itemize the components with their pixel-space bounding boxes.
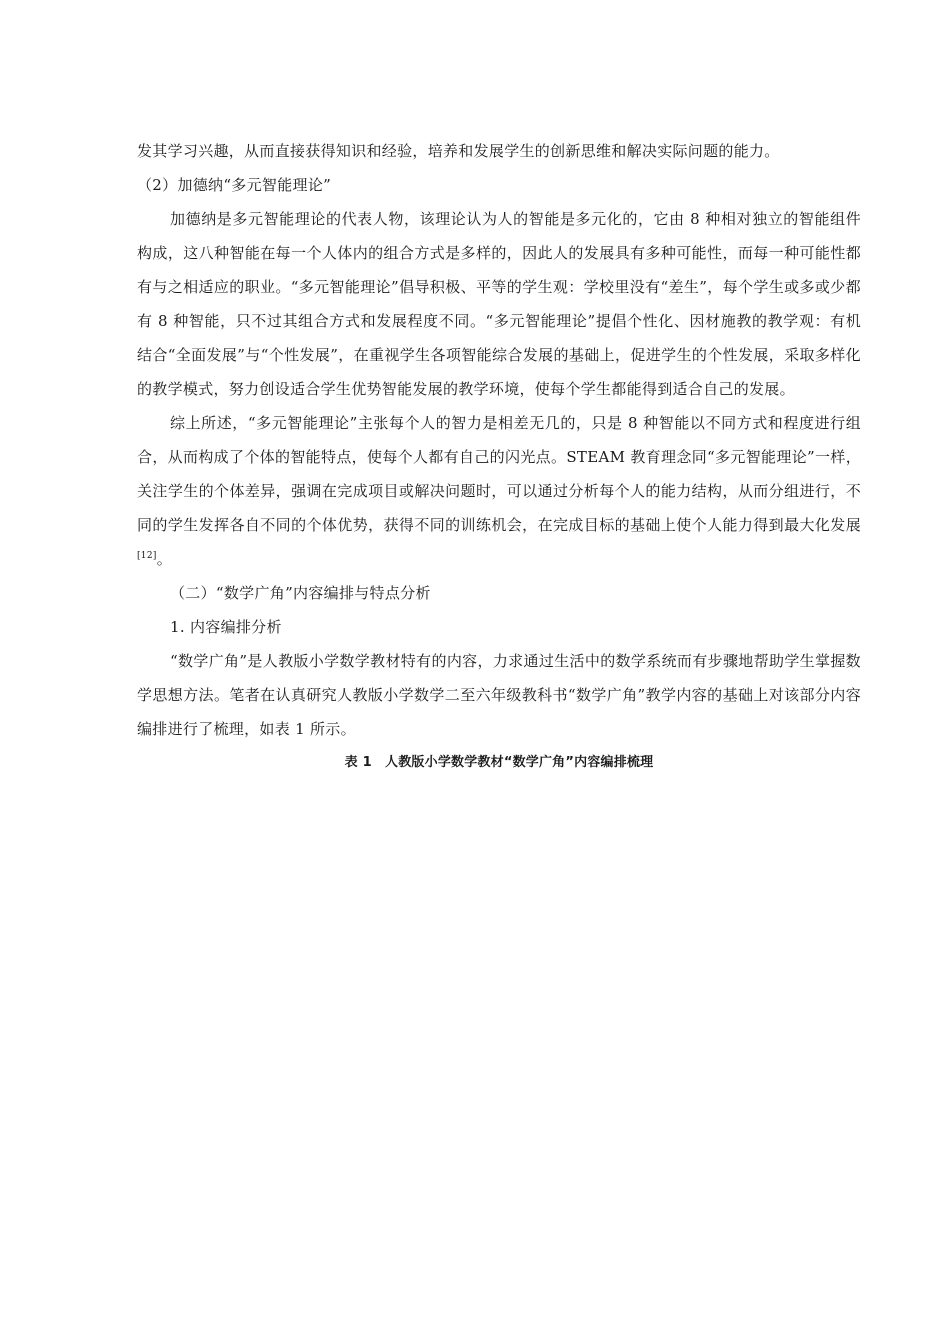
citation-reference: [12] (137, 551, 157, 561)
paragraph-multiple-intelligences: 加德纳是多元智能理论的代表人物，该理论认为人的智能是多元化的，它由 8 种相对独立的智能组件构成，这八种智能在每一个人体内的组合方式是多样的，因此人的发展具有多种可能性，而每一种可能性都有与之相适应的职业。“多元智能理论”倡导积极、平等的学生观：学校里没有“差生”，每个学生或多或少都有 8 种智能，只不过其组合方式和发展程度不同。“多元智能理论”提倡个性化、因材施教的教学观：有机结合“全面发展”与“个性发展”，在重视学生各项智能综合发展的基础上，促进学生的个性发展，采取多样化的教学模式，努力创设适合学生优势智能发展的教学环境，使每个学生都能得到适合自己的发展。 (137, 210, 861, 398)
subsection-heading-content-arrangement: 1. 内容编排分析 (170, 618, 282, 636)
table-caption: 表 1 人教版小学数学教材“数学广角”内容编排梳理 (344, 755, 654, 770)
paragraph-summary-end: 。 (156, 550, 172, 568)
paragraph-math-corner: “数学广角”是人教版小学数学教材特有的内容，力求通过生活中的数学系统而有步骤地帮助学生掌握数学思想方法。笔者在认真研究人教版小学数学二至六年级教科书“数学广角”教学内容的基础上对该部分内容编排进行了梳理，如表 1 所示。 (137, 652, 861, 738)
section-heading-gardner: （2）加德纳“多元智能理论” (137, 176, 332, 194)
document-body (137, 134, 861, 780)
paragraph-summary-text: 综上所述，“多元智能理论”主张每个人的智力是相差无几的，只是 8 种智能以不同方式和程度进行组合，从而构成了个体的智能特点，使每个人都有自己的闪光点。STEAM 教育理念同“多元智能理论”一样，关注学生的个体差异，强调在完成项目或解决问题时，可以通过分析每个人的能力结构，从而分组进行，不同的学生发挥各自不同的个体优势，获得不同的训练机会，在完成目标的基础上使个人能力得到最大化发展 (137, 414, 861, 534)
paragraph-summary (137, 406, 861, 576)
section-heading-math-corner: （二）“数学广角”内容编排与特点分析 (170, 584, 431, 602)
paragraph-continuation: 发其学习兴趣，从而直接获得知识和经验，培养和发展学生的创新思维和解决实际问题的能力。 (137, 142, 780, 160)
